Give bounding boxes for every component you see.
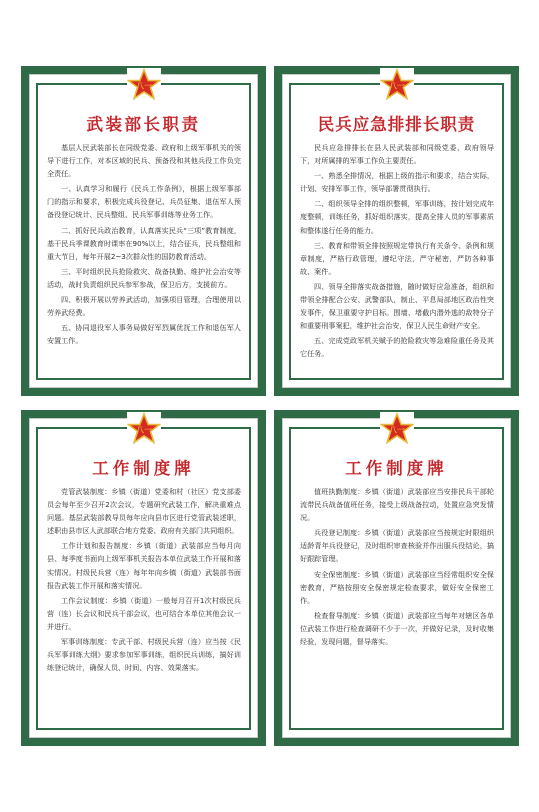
board-body [47,141,241,370]
rule-paragraph: 检查督导制度：乡镇（街道）武装部应当每年对辖区各单位武装工作进行检查调研不少于一次，并做好记录，及时收集经验，发现问题，督导落实。 [300,610,494,647]
board-frame [36,83,251,380]
duty-paragraph: 五、协同退役军人事务局做好军烈属优抚工作和退伍军人安置工作。 [47,323,241,346]
duty-board-militia-platoon [274,66,519,396]
svg-text:八一: 八一 [388,81,405,91]
board-body [300,485,494,720]
army-star-emblem-icon [380,412,414,446]
board-title: 工作制度牌 [92,459,195,478]
duty-paragraph: 二、抓好民兵政治教育，认真落实民兵“三项”教育制度，基干民兵季课教育时课率在90%以上，结合征兵，民兵整组和重大节日，每年开展2~3次群众性的国防教育活动。 [47,225,241,261]
rule-paragraph: 值班执勤制度：乡镇（街道）武装部应当安排民兵干部轮流带民兵战备值班任务，接受上级战备拉动，处置应急突发情况。 [300,487,494,523]
rule-paragraph: 军事训练制度：专武干部、村级民兵营（连）应当按《民兵军事训练大纲》要求参加军事训练，组织民兵训练，搞好训练登记统计，确保人员、时间、内容、效果落实。 [47,637,241,673]
rule-paragraph: 安全保密制度：乡镇（街道）武装部应当经常组织安全保密教育，严格按照安全保密规定检查要求，做好安全保密工作。 [300,569,494,605]
army-star-emblem-icon [127,412,161,446]
board-body [47,485,241,720]
army-star-emblem-icon [127,68,161,102]
duty-paragraph: 三、教育和带领全排按照规定带执行有关条令、条例和规章制度，严格行政管理，遵纪守法，严守秘密，严防各种事故、案件。 [300,240,494,276]
board-frame [36,427,251,730]
duty-paragraph: 民兵应急排排长在县人民武装部和同级党委、政府领导下，对所属排的军事工作负主要责任。 [300,143,494,166]
svg-text:八一: 八一 [388,425,405,435]
work-rules-board-right [274,410,519,746]
rule-paragraph: 工作计划和报告制度：乡镇（街道）武装部应当每月向县、每季度书面向上级军事机关报告本单位武装工作开展和落实情况。村级民兵营（连）每年年向乡镇（街道）武装部书面报告武装工作开展和落实情况。 [47,541,241,590]
board-body [300,141,494,370]
svg-text:八一: 八一 [135,425,152,435]
duty-paragraph: 五、完成党政军机关赋予的抢险救灾等急难险重任务及其它任务。 [300,336,494,359]
svg-text:八一: 八一 [135,81,152,91]
board-title: 武装部长职责 [86,115,201,134]
work-rules-board-left [21,410,266,746]
board-frame [289,427,504,730]
board-panel [29,418,258,738]
board-title: 民兵应急排排长职责 [317,115,476,134]
board-panel [282,74,511,388]
duty-paragraph: 一、熟悉全排情况，根据上级的指示和要求，结合实际，计划、安排军事工作，领导部署贯彻执行。 [300,171,494,194]
board-panel [29,74,258,388]
rule-paragraph: 党管武装制度：乡镇（街道）党委和村（社区）党支部委员会每年至少召开2次会议，专题研究武装工作，解决重难点问题。基层武装部教导员每年应向县市区进行党管武装述职，述职由县市区人武部联合地方党委、政府有关部门共同组织。 [47,487,241,536]
army-star-emblem-icon [380,68,414,102]
duty-paragraph: 基层人民武装部长在同级党委、政府和上级军事机关的领导下进行工作，对本区域的民兵、预备役和其他兵役工作负完全责任。 [47,143,241,179]
duty-paragraph: 一、认真学习和履行《民兵工作条例》，根据上级军事部门的指示和要求，积极完成兵役登记、兵员征集、退伍军人预备役登记统计、民兵整组、民兵军事训练等业务工作。 [47,184,241,220]
board-title: 工作制度牌 [345,459,448,478]
duty-paragraph: 二、组织领导全排的组织整顿，军事训练，按计划完成年度整顿，训练任务，抓好组织落实，提高全排人员的军事素质和整体遂行任务的能力。 [300,199,494,235]
board-frame [289,83,504,380]
duty-board-armed-dept [21,66,266,396]
duty-paragraph: 四、积极开展以劳养武活动，加强项目管理，合理使用以劳养武经费。 [47,295,241,318]
rule-paragraph: 兵役登记制度：乡镇（街道）武装部应当按规定时限组织适龄青年兵役登记，及时组织审查核验并作出服兵役结论，搞好跟踪管理。 [300,528,494,564]
duty-paragraph: 四、领导全排落实战备措施，随时做好应急准备，组织和带领全排配合公安、武警部队，制止、平息局部地区政治性突发事件，保卫重要守护目标。围墙、堵截内潜外逃的敌特分子和重要刑事案犯，维护社会治安，保卫人民生命财产安全。 [300,281,494,331]
board-panel [282,418,511,738]
duty-paragraph: 三、平时组织民兵抢险救灾、战备执勤、维护社会治安等活动，战时负责组织民兵参军参战，保卫后方，支援前方。 [47,266,241,289]
rule-paragraph: 工作会议制度：乡镇（街道）一般每月召开1次村级民兵营（连）长会议和民兵干部会议，也可结合本单位其他会议一并进行。 [47,595,241,631]
